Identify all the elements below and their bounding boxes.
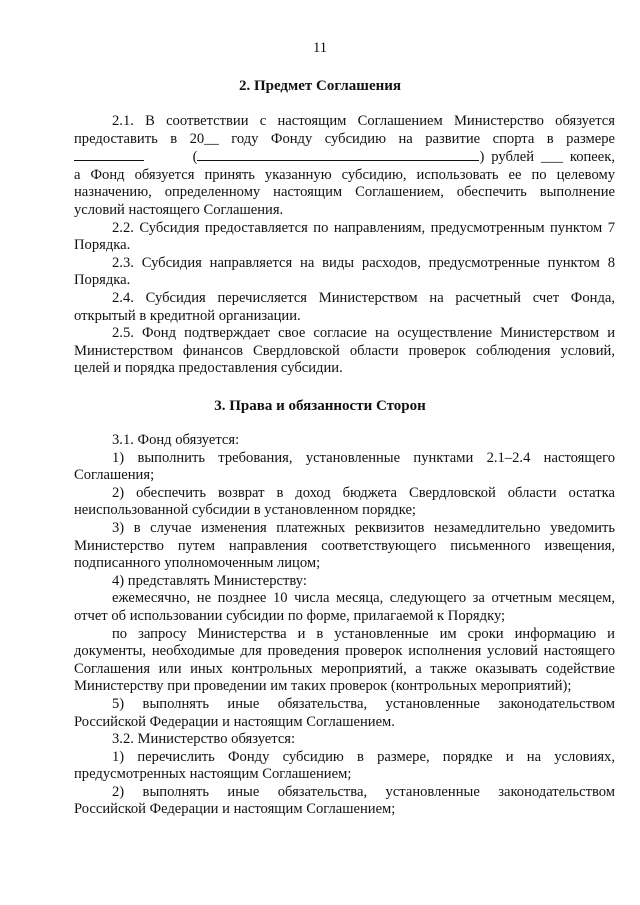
clause-3-1-item-3: 3) в случае изменения платежных реквизитов незамедлительно уведомить Министерство путем направления соответствующего письменного извещения, подписанного уполномоченным лицом; — [74, 519, 615, 572]
section-3-title: 3. Права и обязанности Сторон — [214, 398, 426, 414]
clause-3-1-item-4-monthly: ежемесячно, не позднее 10 числа месяца, следующего за отчетным месяцем, отчет об использовании субсидии по форме, прилагаемой к Порядку; — [74, 590, 615, 624]
clause-3-1-item-5: 5) выполнять иные обязательства, установленные законодательством Российской Федерации и настоящим Соглашением. — [74, 695, 615, 730]
section-3-body — [74, 432, 615, 819]
amount-paren-open: ( — [192, 149, 198, 166]
amount-words-blank — [197, 148, 479, 161]
clause-3-1-item-2: 2) обеспечить возврат в доход бюджета Свердловской области остатка неиспользованной субсидии в установленном порядке; — [74, 484, 615, 519]
section-2-title: 2. Предмет Соглашения — [238, 78, 402, 94]
clause-3-1-item-4-on-request: по запросу Министерства и в установленные им сроки информацию и документы, необходимые для проведения проверок исполнения условий настоящего Соглашения или иных контрольных мероприятий, а также оказывать содействие Министерству при проведении им таких проверок (контрольных мероприятий); — [74, 625, 615, 695]
section-2-body — [74, 113, 615, 378]
paragraph-2-3: 2.3. Субсидия направляется на виды расходов, предусмотренные пунктом 8 Порядка. — [74, 254, 615, 289]
clause-3-2-heading: 3.2. Министерство обязуется: — [112, 731, 296, 748]
paragraph-2-1-line-1: 2.1. В соответствии с настоящим Соглашением Министерство обязуется — [112, 113, 615, 129]
paragraph-2-4: 2.4. Субсидия перечисляется Министерством на расчетный счет Фонда, открытый в кредитной организации. — [74, 289, 615, 324]
paragraph-2-1-line-3 — [74, 148, 615, 167]
amount-digits-blank — [74, 148, 144, 161]
clause-3-1-item-4: 4) представлять Министерству: — [112, 572, 307, 589]
clause-3-1-heading: 3.1. Фонд обязуется: — [112, 432, 240, 448]
paragraph-2-5: 2.5. Фонд подтверждает свое согласие на осуществление Министерством и Министерством финансов Свердловской области проверок соблюдения условий, целей и порядка предоставления субсидии. — [74, 325, 615, 377]
paragraph-2-1-line-2: предоставить в 20__ году Фонду субсидию на развитие спорта в размере — [74, 130, 615, 147]
clause-3-2-item-1: 1) перечислить Фонду субсидию в размере, порядке и на условиях, предусмотренных настоящим Соглашением; — [74, 748, 615, 783]
paragraph-2-1 — [74, 113, 615, 220]
clause-3-2-item-2: 2) выполнять иные обязательства, установленные законодательством Российской Федерации и настоящим Соглашением; — [74, 783, 615, 818]
paragraph-2-1-rest: а Фонд обязуется принять указанную субсидию, использовать ее по целевому назначению, определенному настоящим Соглашением, обеспечить выполнение условий настоящего Соглашения. — [74, 166, 615, 218]
paragraph-2-2: 2.2. Субсидия предоставляется по направлениям, предусмотренным пунктом 7 Порядка. — [74, 219, 615, 254]
clause-3-1-item-1: 1) выполнить требования, установленные пунктами 2.1–2.4 настоящего Соглашения; — [74, 449, 615, 484]
amount-rubles-kopecks: ) рублей ___ копеек, — [479, 149, 615, 166]
page-number: 11 — [312, 40, 328, 56]
